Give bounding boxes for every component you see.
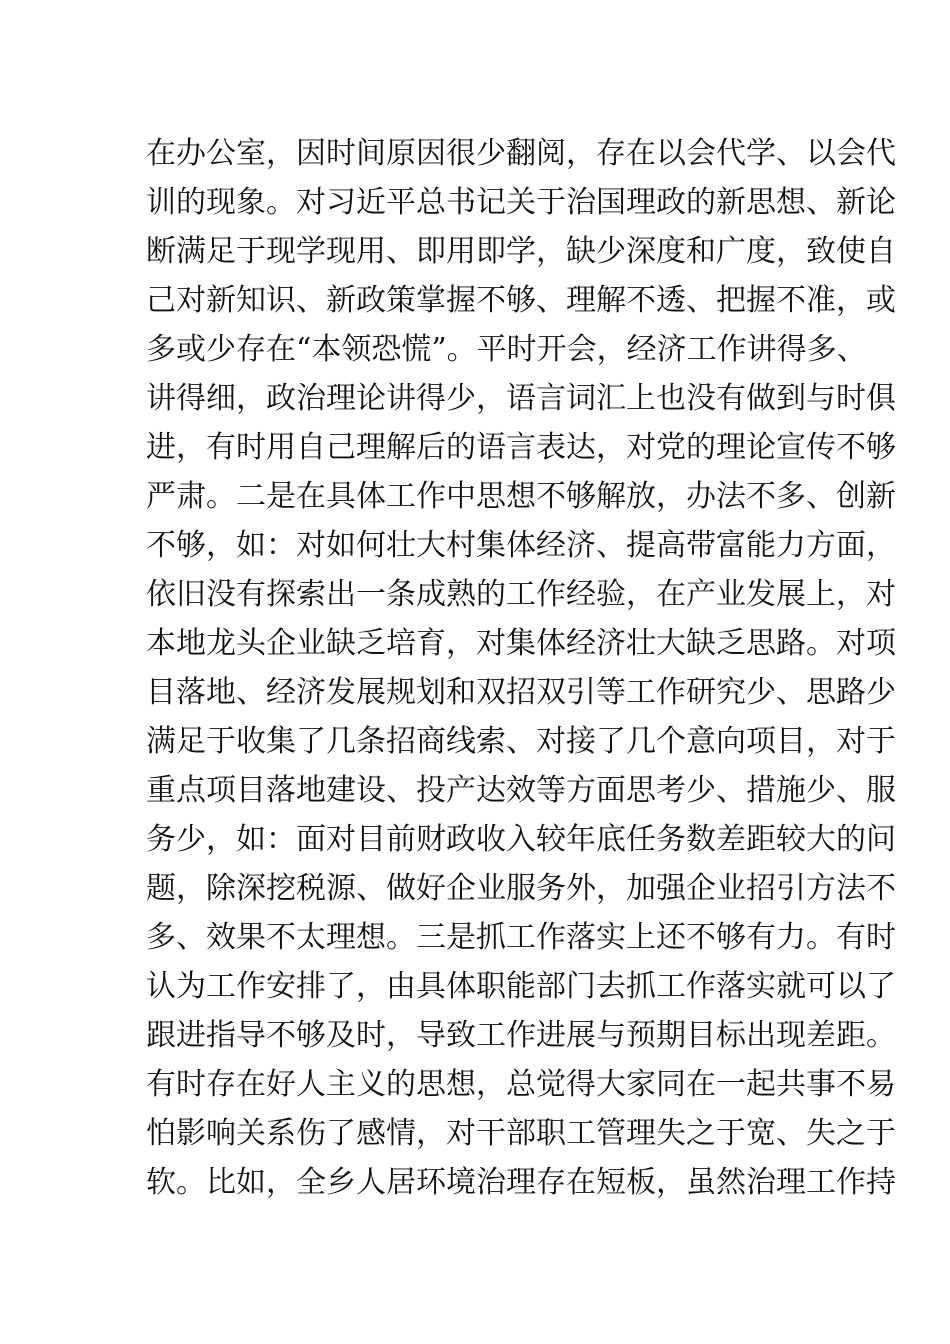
text-line: 讲得细，政治理论讲得少，语言词汇上也没有做到与时俱 (146, 381, 896, 416)
text-line: 有时存在好人主义的思想，总觉得大家同在一起共事不易 (146, 1067, 896, 1102)
text-line: 严肃。二是在具体工作中思想不够解放，办法不多、创新 (146, 479, 896, 514)
text-line: 认为工作安排了，由具体职能部门去抓工作落实就可以了 (146, 969, 896, 1004)
text-line: 不够，如：对如何壮大村集体经济、提高带富能力方面， (146, 528, 896, 563)
text-line: 依旧没有探索出一条成熟的工作经验，在产业发展上，对 (146, 577, 896, 612)
text-line: 题，除深挖税源、做好企业服务外，加强企业招引方法不 (146, 871, 896, 906)
text-line: 怕影响关系伤了感情，对干部职工管理失之于宽、失之于 (146, 1116, 896, 1151)
text-line: 满足于收集了几条招商线索、对接了几个意向项目，对于 (146, 724, 896, 759)
text-line: 训的现象。对习近平总书记关于治国理政的新思想、新论 (146, 185, 896, 220)
text-line: 跟进指导不够及时，导致工作进展与预期目标出现差距。 (146, 1018, 896, 1053)
text-line: 多或少存在“本领恐慌”。平时开会，经济工作讲得多、 (146, 332, 867, 367)
text-line: 断满足于现学现用、即用即学，缺少深度和广度，致使自 (146, 234, 896, 269)
text-line: 多、效果不太理想。三是抓工作落实上还不够有力。有时 (146, 920, 896, 955)
text-line: 本地龙头企业缺乏培育，对集体经济壮大缺乏思路。对项 (146, 626, 896, 661)
text-line: 目落地、经济发展规划和双招双引等工作研究少、思路少 (146, 675, 896, 710)
text-line: 在办公室，因时间原因很少翻阅，存在以会代学、以会代 (146, 136, 896, 171)
text-line: 软。比如，全乡人居环境治理存在短板，虽然治理工作持 (146, 1165, 896, 1200)
text-line: 务少，如：面对目前财政收入较年底任务数差距较大的问 (146, 822, 896, 857)
text-line: 己对新知识、新政策掌握不够、理解不透、把握不准，或 (146, 283, 896, 318)
text-line: 进，有时用自己理解后的语言表达，对党的理论宣传不够 (146, 430, 896, 465)
text-line: 重点项目落地建设、投产达效等方面思考少、措施少、服 (146, 773, 896, 808)
